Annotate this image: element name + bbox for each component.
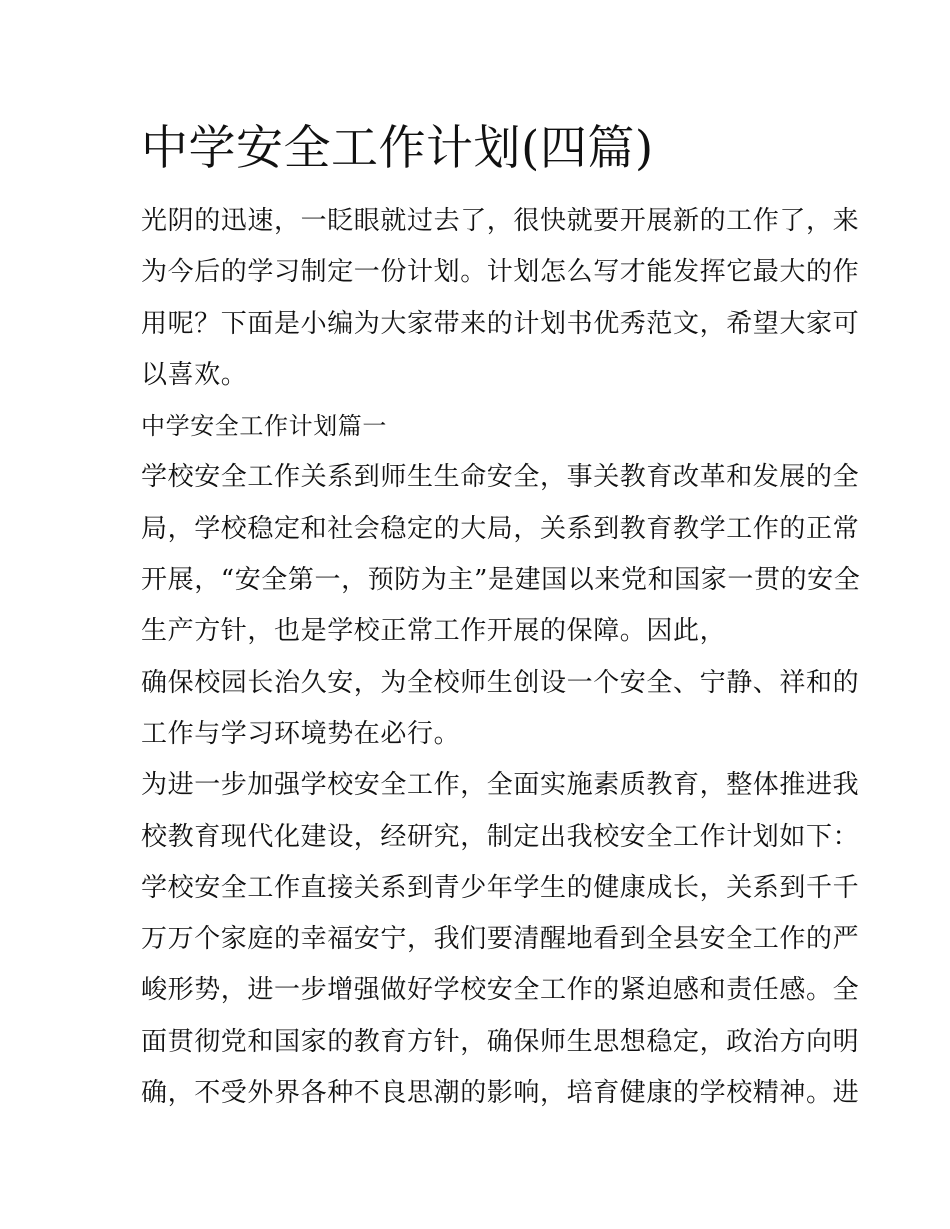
body-line: 峻形势，进一步增强做好学校安全工作的紧迫感和责任感。全 xyxy=(141,975,860,1006)
body-line: 局，学校稳定和社会稳定的大局，关系到教育教学工作的正常 xyxy=(141,513,860,544)
body-line: 学校安全工作直接关系到青少年学生的健康成长，关系到千千 xyxy=(141,872,860,903)
body-line: 确保校园长治久安，为全校师生创设一个安全、宁静、祥和的 xyxy=(141,667,860,698)
section-heading: 中学安全工作计划篇一 xyxy=(141,412,387,441)
body-line: 学校安全工作关系到师生生命安全，事关教育改革和发展的全 xyxy=(141,462,860,493)
body-line: 开展，“安全第一，预防为主”是建国以来党和国家一贯的安全 xyxy=(141,565,861,596)
body-line: 以喜欢。 xyxy=(141,359,248,390)
body-line: 校教育现代化建设，经研究，制定出我校安全工作计划如下： xyxy=(141,821,860,852)
body-line: 面贯彻党和国家的教育方针，确保师生思想稳定，政治方向明 xyxy=(141,1026,860,1057)
body-line: 工作与学习环境势在必行。 xyxy=(141,718,461,749)
body-line: 为进一步加强学校安全工作，全面实施素质教育，整体推进我 xyxy=(141,770,860,801)
body-line: 用呢？下面是小编为大家带来的计划书优秀范文，希望大家可 xyxy=(141,308,860,339)
body-line: 万万个家庭的幸福安宁，我们要清醒地看到全县安全工作的严 xyxy=(141,924,860,955)
document-body xyxy=(141,196,861,1119)
body-line: 确，不受外界各种不良思潮的影响，培育健康的学校精神。进 xyxy=(141,1078,860,1109)
body-line: 生产方针，也是学校正常工作开展的保障。因此， xyxy=(141,616,727,647)
document-title: 中学安全工作计划(四篇) xyxy=(141,121,654,176)
body-line: 为今后的学习制定一份计划。计划怎么写才能发挥它最大的作 xyxy=(141,257,860,288)
body-line: 光阴的迅速，一眨眼就过去了，很快就要开展新的工作了，来 xyxy=(141,206,860,236)
